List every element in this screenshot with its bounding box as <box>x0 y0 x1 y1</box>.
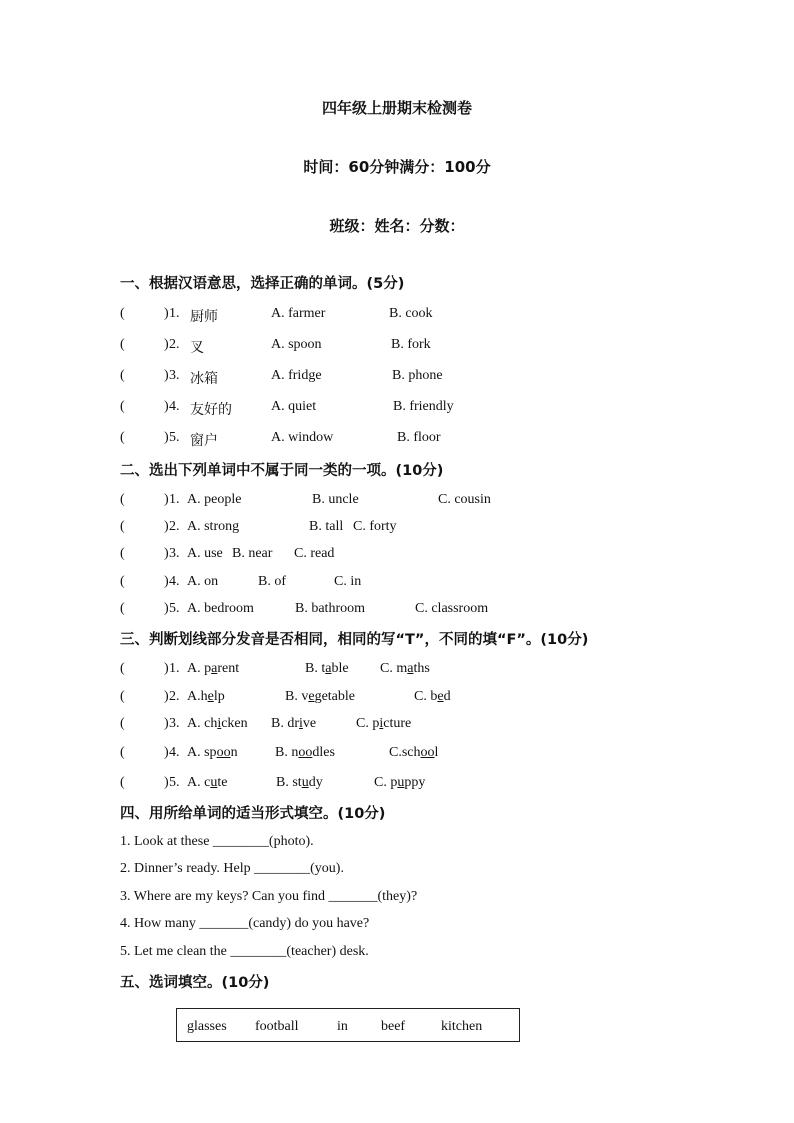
option-a: A. people <box>187 492 242 507</box>
answer-blank-open: ( <box>120 399 125 414</box>
fill-in-sentence: 3. Where are my keys? Can you find _______(they)? <box>120 889 418 904</box>
option-b: B. bathroom <box>295 601 365 616</box>
word-part: A. sp <box>187 745 217 760</box>
word-part: A. c <box>187 775 211 790</box>
word-part: A. p <box>187 661 212 676</box>
option-a: A. quiet <box>271 399 317 414</box>
underlined-part: i <box>299 716 303 731</box>
answer-blank-open: ( <box>120 745 125 760</box>
word-part: B. v <box>285 689 309 704</box>
option-c: C. cousin <box>438 492 491 507</box>
chinese-word: 厨师 <box>190 309 218 325</box>
answer-blank-close: ) <box>164 492 169 507</box>
word-part: getable <box>314 689 355 704</box>
option-b <box>271 716 316 732</box>
underlined-part: a <box>407 661 414 676</box>
answer-blank-close: ) <box>164 337 169 352</box>
word-part: C.sch <box>389 745 421 760</box>
underlined-part: u <box>210 775 218 790</box>
word-part: C. p <box>356 716 380 731</box>
fill-in-sentence: 1. Look at these ________(photo). <box>120 834 314 849</box>
item-number: 4. <box>169 574 180 589</box>
chinese-word: 叉 <box>190 340 204 356</box>
answer-blank-open: ( <box>120 601 125 616</box>
word-part: B. dr <box>271 716 299 731</box>
answer-blank-open: ( <box>120 775 125 790</box>
word-part: cken <box>221 716 248 731</box>
item-number: 1. <box>169 306 180 321</box>
option-b: B. fork <box>391 337 431 352</box>
option-c: C. in <box>334 574 362 589</box>
word-part: ths <box>413 661 430 676</box>
underlined-part: i <box>379 716 384 731</box>
section2-item <box>0 546 794 566</box>
section2-item <box>0 519 794 539</box>
option-a: A. farmer <box>271 306 326 321</box>
section1-item <box>0 430 794 450</box>
item-number: 5. <box>169 430 180 445</box>
answer-blank-close: ) <box>164 574 169 589</box>
answer-blank-open: ( <box>120 337 125 352</box>
option-a: A. window <box>271 430 334 445</box>
answer-blank-close: ) <box>164 689 169 704</box>
section3-item <box>0 745 794 765</box>
answer-blank-open: ( <box>120 574 125 589</box>
word-part: B. st <box>276 775 302 790</box>
underlined-part: oo <box>216 745 231 760</box>
item-number: 5. <box>169 775 180 790</box>
word-part: B. t <box>305 661 326 676</box>
option-a: A. use <box>187 546 223 561</box>
answer-blank-close: ) <box>164 745 169 760</box>
section2-item <box>0 601 794 621</box>
word-part: C. p <box>374 775 398 790</box>
option-a <box>187 716 248 732</box>
item-number: 5. <box>169 601 180 616</box>
item-number: 3. <box>169 368 180 383</box>
option-c: C. read <box>294 546 335 561</box>
option-a: A. fridge <box>271 368 322 383</box>
answer-blank-open: ( <box>120 492 125 507</box>
word-part: ble <box>331 661 349 676</box>
exam-title: 四年级上册期末检测卷 <box>321 99 472 117</box>
word-bank-word: football <box>255 1019 299 1034</box>
section2-heading: 二、选出下列单词中不属于同一类的一项。(10分) <box>120 463 444 479</box>
fill-in-sentence: 2. Dinner’s ready. Help ________(you). <box>120 861 344 876</box>
item-number: 3. <box>169 716 180 731</box>
underlined-part: e <box>437 689 444 704</box>
answer-blank-close: ) <box>164 716 169 731</box>
word-part: dles <box>312 745 335 760</box>
option-a <box>187 689 225 705</box>
underlined-part: i <box>217 716 222 731</box>
answer-blank-open: ( <box>120 689 125 704</box>
section3-item <box>0 775 794 795</box>
item-number: 2. <box>169 337 180 352</box>
underlined-part: a <box>325 661 332 676</box>
word-part: rent <box>217 661 240 676</box>
option-a <box>187 775 227 791</box>
fill-in-sentence: 4. How many _______(candy) do you have? <box>120 916 370 931</box>
section4-heading: 四、用所给单词的适当形式填空。(10分) <box>120 806 386 822</box>
underlined-part: u <box>397 775 405 790</box>
option-b: B. phone <box>392 368 443 383</box>
option-a: A. strong <box>187 519 240 534</box>
answer-blank-open: ( <box>120 368 125 383</box>
underlined-part: oo <box>420 745 435 760</box>
word-bank-word: kitchen <box>441 1019 483 1034</box>
word-bank-word: glasses <box>187 1019 227 1034</box>
underlined-part: u <box>301 775 309 790</box>
option-c: C. classroom <box>415 601 489 616</box>
answer-blank-close: ) <box>164 399 169 414</box>
option-a <box>187 661 239 677</box>
answer-blank-close: ) <box>164 519 169 534</box>
word-part: A. ch <box>187 716 218 731</box>
chinese-word: 冰箱 <box>190 371 218 387</box>
item-number: 2. <box>169 519 180 534</box>
answer-blank-open: ( <box>120 546 125 561</box>
word-part: ppy <box>404 775 426 790</box>
answer-blank-close: ) <box>164 546 169 561</box>
section3-item <box>0 689 794 709</box>
answer-blank-close: ) <box>164 601 169 616</box>
option-c <box>380 661 430 677</box>
section3-item <box>0 661 794 681</box>
underlined-part: e <box>207 689 214 704</box>
answer-blank-close: ) <box>164 368 169 383</box>
student-info-line: 班级：姓名：分数： <box>329 217 465 235</box>
word-part: te <box>217 775 228 790</box>
option-b <box>285 689 355 705</box>
answer-blank-open: ( <box>120 661 125 676</box>
option-c <box>389 745 438 761</box>
answer-blank-close: ) <box>164 775 169 790</box>
section3-item <box>0 716 794 736</box>
item-number: 1. <box>169 492 180 507</box>
section2-item <box>0 492 794 512</box>
chinese-word: 窗户 <box>190 433 218 449</box>
word-part: lp <box>213 689 225 704</box>
fill-in-sentence: 5. Let me clean the ________(teacher) desk. <box>120 944 369 959</box>
item-number: 2. <box>169 689 180 704</box>
option-a: A. bedroom <box>187 601 254 616</box>
option-b: B. friendly <box>393 399 454 414</box>
option-b <box>305 661 349 677</box>
time-score-line: 时间：60分钟满分：100分 <box>303 158 491 176</box>
section2-item <box>0 574 794 594</box>
answer-blank-close: ) <box>164 661 169 676</box>
word-part: A.h <box>187 689 208 704</box>
answer-blank-open: ( <box>120 519 125 534</box>
word-part: C. b <box>414 689 438 704</box>
underlined-part: oo <box>298 745 313 760</box>
underlined-part: e <box>308 689 315 704</box>
option-c <box>374 775 425 791</box>
word-bank-word: in <box>337 1019 348 1034</box>
word-part: cture <box>383 716 412 731</box>
word-bank-box <box>176 1008 520 1042</box>
option-b <box>276 775 323 791</box>
section1-heading: 一、根据汉语意思，选择正确的单词。(5分) <box>120 276 405 292</box>
item-number: 3. <box>169 546 180 561</box>
option-c: C. forty <box>353 519 397 534</box>
section1-item <box>0 399 794 419</box>
word-part: d <box>443 689 451 704</box>
word-bank-word: beef <box>381 1019 406 1034</box>
item-number: 4. <box>169 745 180 760</box>
item-number: 1. <box>169 661 180 676</box>
word-part: B. n <box>275 745 299 760</box>
option-b: B. near <box>232 546 273 561</box>
option-c <box>356 716 411 732</box>
option-a: A. on <box>187 574 219 589</box>
answer-blank-close: ) <box>164 430 169 445</box>
section3-heading: 三、判断划线部分发音是否相同，相同的写“T”，不同的填“F”。(10分) <box>120 632 589 648</box>
answer-blank-close: ) <box>164 306 169 321</box>
option-b: B. of <box>258 574 286 589</box>
section1-item <box>0 368 794 388</box>
option-b: B. floor <box>397 430 441 445</box>
word-part: n <box>230 745 238 760</box>
item-number: 4. <box>169 399 180 414</box>
word-part: C. m <box>380 661 408 676</box>
answer-blank-open: ( <box>120 430 125 445</box>
option-c <box>414 689 451 705</box>
option-b: B. uncle <box>312 492 359 507</box>
option-b: B. cook <box>389 306 433 321</box>
word-part: l <box>434 745 439 760</box>
answer-blank-open: ( <box>120 716 125 731</box>
underlined-part: a <box>211 661 218 676</box>
section1-item <box>0 337 794 357</box>
section1-item <box>0 306 794 326</box>
answer-blank-open: ( <box>120 306 125 321</box>
option-a: A. spoon <box>271 337 322 352</box>
section5-heading: 五、选词填空。(10分) <box>120 975 270 991</box>
option-b <box>275 745 335 761</box>
word-part: ve <box>302 716 317 731</box>
option-b: B. tall <box>309 519 344 534</box>
word-part: dy <box>308 775 323 790</box>
chinese-word: 友好的 <box>190 402 232 418</box>
option-a <box>187 745 238 761</box>
